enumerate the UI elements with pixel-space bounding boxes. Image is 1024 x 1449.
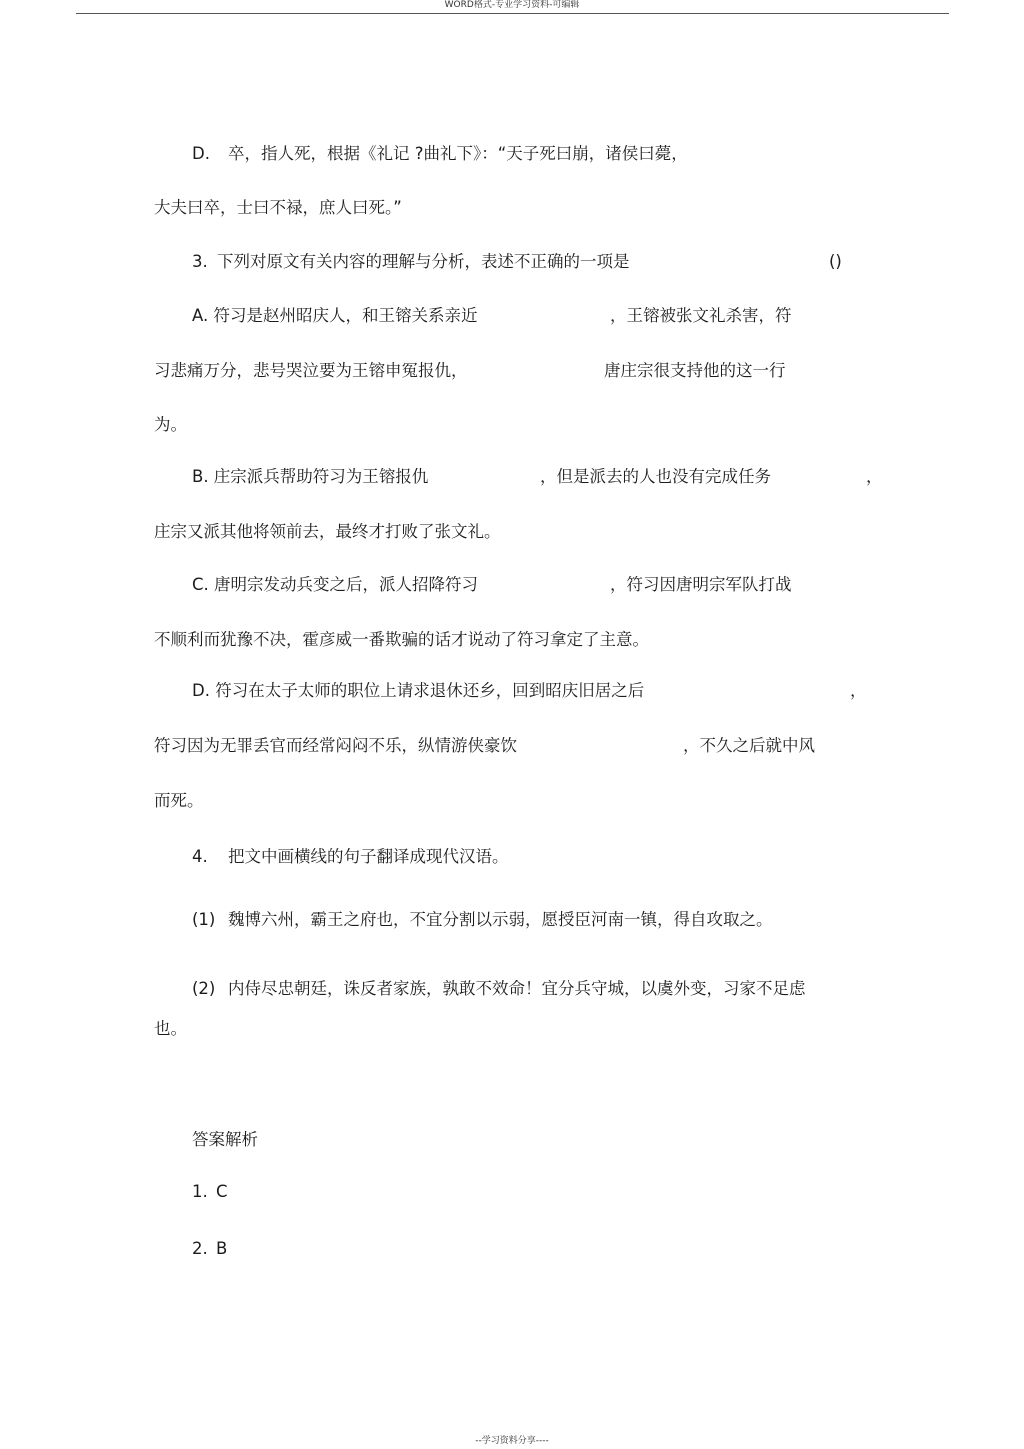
answer-section-title: 答案解析 xyxy=(192,1130,258,1149)
option-c-text: ，符习因唐明宗军队打战 xyxy=(610,575,792,594)
sentence-text: 也。 xyxy=(154,1019,187,1038)
answer-number: 2. xyxy=(192,1239,208,1258)
sentence-label: (2) xyxy=(192,979,216,998)
option-a-text: ，王镕被张文礼杀害，符 xyxy=(610,306,792,325)
answer-value: C xyxy=(216,1182,228,1201)
option-b-text: ，但是派去的人也没有完成任务 xyxy=(540,467,771,486)
sentence-label: (1) xyxy=(192,910,216,929)
answer-paren: () xyxy=(829,252,842,271)
option-b-text: 庄宗又派其他将领前去，最终才打败了张文礼。 xyxy=(154,522,501,541)
answer-value: B xyxy=(216,1239,228,1258)
option-text: 卒，指人死，根据《礼记 ?曲礼下》：“天子死曰崩，诸侯曰薨， xyxy=(228,144,688,163)
question-number: 4. xyxy=(192,847,208,866)
option-a-text: 习悲痛万分，悲号哭泣要为王镕申冤报仇， xyxy=(154,361,468,380)
option-d-text: ，不久之后就中风 xyxy=(683,736,815,755)
option-d-text: ， xyxy=(850,681,867,700)
sentence-text: 内侍尽忠朝廷，诛反者家族，孰敢不效命！宜分兵守城，以虞外变，习家不足虑 xyxy=(228,979,806,998)
option-c-text: 不顺利而犹豫不决，霍彦威一番欺骗的话才说动了符习拿定了主意。 xyxy=(154,630,649,649)
option-a-text: 唐庄宗很支持他的这一行 xyxy=(604,361,786,380)
question-stem: 把文中画横线的句子翻译成现代汉语。 xyxy=(228,847,509,866)
page-header: WORD格式-专业学习资料-可编辑 xyxy=(444,0,580,10)
option-a-text: A. 符习是赵州昭庆人，和王镕关系亲近 xyxy=(192,306,478,325)
page-footer: --学习资料分享---- xyxy=(475,1436,549,1446)
option-d-text: D. 符习在太子太师的职位上请求退休还乡，回到昭庆旧居之后 xyxy=(192,681,645,700)
sentence-text: 魏博六州，霸王之府也，不宜分割以示弱，愿授臣河南一镇，得自攻取之。 xyxy=(228,910,773,929)
option-label: D. xyxy=(192,144,210,163)
answer-number: 1. xyxy=(192,1182,208,1201)
header-divider xyxy=(76,13,949,14)
option-d-text: 符习因为无罪丢官而经常闷闷不乐，纵情游侠豪饮 xyxy=(154,736,517,755)
option-a-text: 为。 xyxy=(154,415,187,434)
option-b-text: B. 庄宗派兵帮助符习为王镕报仇 xyxy=(192,467,429,486)
option-d-text: 而死。 xyxy=(154,791,204,810)
option-text: 大夫曰卒，士曰不禄，庶人曰死。” xyxy=(154,198,402,217)
option-c-text: C. 唐明宗发动兵变之后，派人招降符习 xyxy=(192,575,479,594)
option-b-text: ， xyxy=(866,467,883,486)
question-number: 3. xyxy=(192,252,208,271)
question-stem: 下列对原文有关内容的理解与分析，表述不正确的一项是 xyxy=(217,252,630,271)
